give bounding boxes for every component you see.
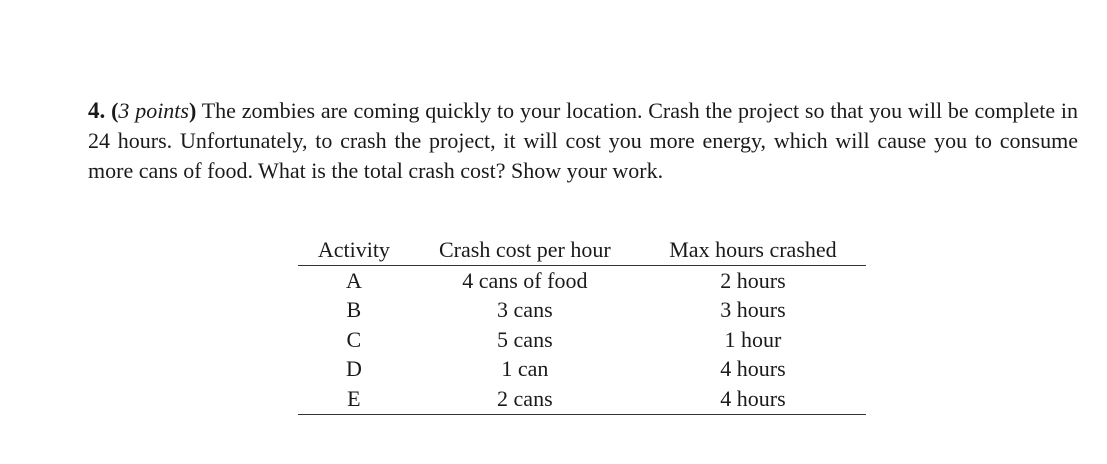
cell-activity: C	[346, 326, 362, 352]
table-row	[298, 266, 866, 296]
header-crash-cost: Crash cost per hour	[439, 237, 611, 262]
table-row	[298, 384, 866, 414]
cell-crash-cost: 3 cans	[497, 297, 553, 323]
cell-max-hours: 4 hours	[720, 356, 786, 382]
table-row	[298, 325, 866, 355]
cell-crash-cost: 2 cans	[497, 385, 553, 411]
cell-crash-cost: 5 cans	[497, 326, 553, 352]
cell-max-hours: 2 hours	[720, 267, 786, 293]
cell-activity: B	[346, 297, 362, 323]
cell-max-hours: 4 hours	[720, 385, 786, 411]
cell-max-hours: 1 hour	[724, 326, 782, 352]
cell-crash-cost: 4 cans of food	[462, 267, 588, 293]
crash-cost-table	[298, 235, 866, 415]
header-max-hours: Max hours crashed	[669, 237, 837, 262]
points-value: 3 points	[118, 98, 189, 123]
cell-activity: A	[345, 267, 362, 293]
table-row	[298, 355, 866, 385]
cell-activity: D	[345, 356, 362, 382]
cell-crash-cost: 1 can	[501, 356, 549, 382]
table-row	[298, 296, 866, 326]
question-number: 4.	[88, 98, 106, 123]
cell-activity: E	[347, 385, 361, 411]
problem-statement	[88, 96, 1078, 186]
problem-text: The zombies are coming quickly to your location. Crash the project so that you will be complete in 24 hours. Unfortunately, to crash the project, it will cost you more energy, which will cause you to consume more cans of food. What is the total crash cost? Show your work.	[88, 98, 1079, 183]
header-activity: Activity	[317, 237, 390, 262]
cell-max-hours: 3 hours	[720, 297, 786, 323]
points-label: (3 points)	[111, 98, 197, 123]
table-header-row	[298, 235, 866, 266]
